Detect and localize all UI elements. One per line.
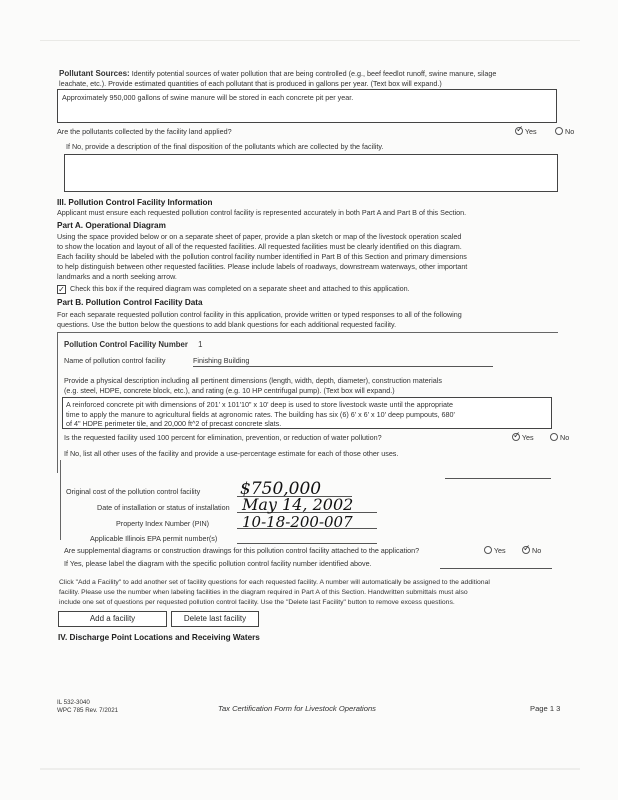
other-uses-label: If No, list all other uses of the facility and provide a use-percentage estimate for each of those other uses. (64, 449, 399, 458)
percent-no-label: No (560, 433, 570, 442)
pollutant-sources-label: Pollutant Sources: (59, 69, 130, 78)
scan-edge-top (40, 40, 580, 41)
section-3-intro: Applicant must ensure each requested pollution control facility is represented accurately in both Part A and Part B of this Section. (57, 208, 467, 217)
permit-label: Applicable Illinois EPA permit number(s) (90, 534, 218, 543)
percent-yes-label: Yes (521, 433, 534, 442)
section-4-title: IV. Discharge Point Locations and Receiving Waters (58, 633, 260, 642)
cost-handwritten: $750,000 (240, 479, 322, 499)
form-id-2: WPC 785 Rev. 7/2021 (57, 707, 119, 714)
section-3-title: III. Pollution Control Facility Information (57, 198, 213, 207)
other-uses-border (60, 460, 61, 540)
part-b-line-1: For each separate requested pollution control facility in this application, provide written or typed responses to all of the following (57, 310, 462, 319)
percent-yes-option[interactable] (512, 430, 534, 443)
no-label: No (565, 127, 575, 136)
percent-no-radio[interactable] (550, 433, 558, 441)
footer-title: Tax Certification Form for Livestock Operations (218, 704, 376, 713)
part-a-line-5: landmarks and a north seeking arrow. (57, 272, 177, 281)
supplemental-yes-label: Yes (493, 546, 506, 555)
pollutant-sources-answer: Approximately 950,000 gallons of swine manure will be stored in each concrete pit per year. (62, 93, 354, 102)
no-radio[interactable] (555, 127, 563, 135)
add-facility-button[interactable]: Add a facility (58, 611, 167, 627)
page-number: Page 1 3 (530, 704, 561, 713)
other-uses-underline[interactable] (445, 478, 551, 479)
percent-yes-radio[interactable]: ✓ (513, 430, 521, 440)
add-instructions-1: Click "Add a Facility" to add another set of facility questions for each requested facility. A number will automatically be assigned to the additional (59, 579, 490, 586)
delete-facility-button[interactable]: Delete last facility (171, 611, 259, 627)
pollutant-sources-textbox[interactable] (57, 89, 557, 123)
facility-number-value: 1 (198, 340, 203, 349)
facility-number-label: Pollution Control Facility Number 1 (64, 340, 203, 349)
supplemental-underline[interactable] (440, 568, 552, 569)
supplemental-no-radio[interactable]: ✓ (523, 543, 531, 553)
part-a-line-1: Using the space provided below or on a separate sheet of paper, provide a plan sketch or map of the livestock operation scaled (57, 232, 462, 241)
part-a-title: Part A. Operational Diagram (57, 221, 166, 230)
land-applied-no-option[interactable] (555, 127, 574, 137)
part-a-line-4: to help distinguish between other requested facilities. Please include labels of roadways, downstream waterways, other important (57, 262, 468, 271)
date-label: Date of installation or status of installation (97, 503, 230, 512)
supplemental-yes-radio[interactable] (484, 546, 492, 554)
cost-label: Original cost of the pollution control facility (66, 487, 201, 496)
description-line-2: (e.g. steel, HDPE, concrete block, etc.), and rating (e.g. 10 HP centrifugal pump). (Text box will expand.) (64, 386, 395, 395)
final-disposition-textbox[interactable] (64, 154, 558, 192)
final-disposition-label: If No, provide a description of the final disposition of the pollutants which are collected by the facility. (66, 142, 384, 151)
facility-name-value: Finishing Building (193, 356, 493, 367)
part-b-line-2: questions. Use the button below the questions to add blank questions for each additional requested facility. (57, 320, 397, 329)
separate-sheet-checkbox[interactable]: ✓ (58, 285, 65, 294)
pollutant-sources-instructions-2: leachate, etc.). Provide estimated quantities of each pollutant that is produced in gallons per year. (Text box will expand.) (59, 79, 442, 88)
land-applied-yes-option[interactable] (515, 124, 537, 137)
description-answer-2: time to apply the manure to agricultural fields at agronomic rates. The building has six (6) 6' x 6' x 10' deep pumpouts, 680' (66, 409, 455, 419)
supplemental-no-option[interactable] (522, 543, 542, 556)
percent-no-option[interactable] (550, 433, 569, 443)
yes-radio[interactable]: ✓ (516, 124, 524, 134)
part-b-title: Part B. Pollution Control Facility Data (57, 298, 203, 307)
description-textbox[interactable] (62, 397, 552, 429)
scan-edge-bottom (40, 768, 580, 770)
add-instructions-2: facility. Please use the number when labeling facilities in the diagram required in Part A of this Section. Handwritten submittals must also (59, 589, 468, 596)
pin-handwritten: 10-18-200-007 (242, 513, 353, 531)
land-applied-question: Are the pollutants collected by the facility land applied? (57, 127, 232, 136)
date-handwritten: May 14, 2002 (242, 495, 354, 514)
description-answer-1: A reinforced concrete pit with dimensions of 201' x 101'10" x 10' deep is used to store livestock waste until the appropriate (66, 400, 454, 409)
permit-field[interactable] (237, 543, 377, 544)
description-answer-3: of 4" HDPE perimeter tile, and 20,000 ft^2 of precast concrete slats. (66, 419, 282, 429)
facility-name-field[interactable] (193, 356, 493, 367)
add-instructions-3: include one set of questions per requested pollution control facility. Use the "Delete last Facility" button to remove excess questions. (59, 599, 455, 606)
percent-question: Is the requested facility used 100 percent for elimination, prevention, or reduction of water pollution? (64, 433, 382, 442)
supplemental-yes-option[interactable] (484, 546, 506, 556)
facility-name-label: Name of pollution control facility (64, 356, 166, 365)
pollutant-sources-instructions: Pollutant Sources: Identify potential sources of water pollution that are being controlled (e.g., beef feedlot runoff, swine manure, silage (59, 69, 497, 78)
supplemental-question: Are supplemental diagrams or construction drawings for this pollution control facility attached to the application? (64, 546, 420, 555)
description-line-1: Provide a physical description including all pertinent dimensions (length, width, depth, diameter), construction materials (64, 376, 442, 385)
yes-label: Yes (524, 127, 537, 136)
part-a-line-2: to show the location and layout of all of the requested facilities. All requested facilities must be clearly identified on this diagram. (57, 242, 462, 251)
part-a-line-3: Each facility should be labeled with the pollution control facility number identified in Part B of this Section and primary dimensions (57, 252, 467, 261)
supplemental-if-yes: If Yes, please label the diagram with the specific pollution control facility number identified above. (64, 559, 372, 568)
pin-label: Property Index Number (PIN) (116, 519, 210, 528)
separate-sheet-label: Check this box if the required diagram was completed on a separate sheet and attached to this application. (70, 284, 410, 293)
supplemental-no-label: No (532, 546, 542, 555)
form-id-1: IL 532-3040 (57, 699, 90, 706)
